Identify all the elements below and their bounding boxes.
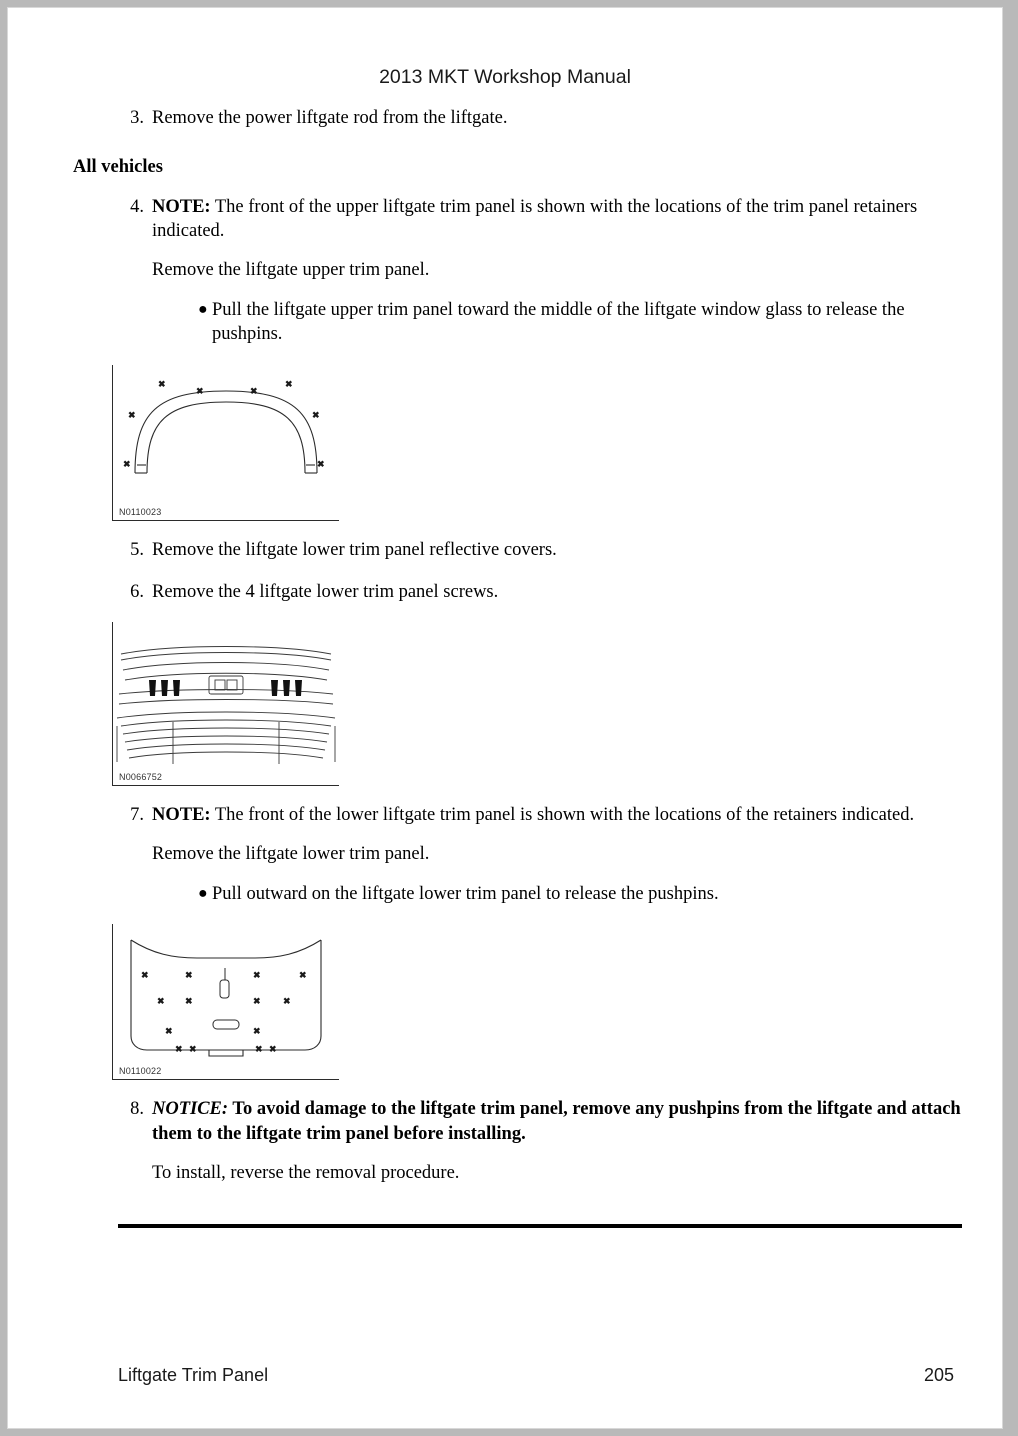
step-5 (118, 538, 962, 563)
svg-text:✖: ✖ (185, 970, 193, 981)
svg-text:✖: ✖ (312, 409, 320, 420)
figure-upper-trim-panel-caption: N0110023 (119, 506, 162, 517)
step-8-instruction: To install, reverse the removal procedure. (152, 1162, 460, 1183)
svg-text:✖: ✖ (269, 1044, 277, 1055)
step-4-number: 4. (130, 196, 144, 217)
step-7-note-body: The front of the lower liftgate trim panel is shown with the locations of the retainers indicated. (210, 805, 915, 826)
svg-text:✖: ✖ (253, 1026, 261, 1037)
step-7-number: 7. (130, 805, 144, 826)
svg-text:✖: ✖ (196, 385, 204, 396)
svg-text:✖: ✖ (255, 1044, 263, 1055)
section-heading-all-vehicles: All vehicles (73, 156, 163, 177)
figure-lower-trim-panel-image (113, 924, 339, 1064)
svg-text:✖: ✖ (285, 378, 293, 389)
footer-section-title: Liftgate Trim Panel (118, 1365, 269, 1385)
svg-text:✖: ✖ (185, 996, 193, 1007)
step-7-bullet (198, 882, 962, 907)
step-7-instruction: Remove the liftgate lower trim panel. (152, 843, 430, 864)
step-7-note-label: NOTE: (152, 805, 211, 826)
svg-text:✖: ✖ (317, 458, 325, 469)
step-8-number: 8. (130, 1099, 144, 1120)
svg-text:✖: ✖ (283, 996, 291, 1007)
svg-text:✖: ✖ (128, 409, 136, 420)
svg-text:✖: ✖ (189, 1044, 197, 1055)
document-page (8, 8, 1002, 1428)
svg-text:✖: ✖ (253, 996, 261, 1007)
svg-text:✖: ✖ (158, 378, 166, 389)
step-4 (118, 195, 962, 244)
step-5-text: Remove the liftgate lower trim panel reflective covers. (152, 539, 557, 560)
figure-lower-trim-panel-caption: N0110022 (119, 1066, 162, 1077)
step-5-number: 5. (130, 539, 144, 560)
svg-text:✖: ✖ (250, 385, 258, 396)
page-footer (118, 1365, 954, 1386)
document-content (73, 106, 962, 1228)
footer-page-number: 205 (923, 1365, 954, 1385)
figure-lower-trim-panel (112, 924, 339, 1080)
svg-text:✖: ✖ (157, 996, 165, 1007)
svg-text:✖: ✖ (123, 458, 131, 469)
step-4-instruction: Remove the liftgate upper trim panel. (152, 259, 430, 280)
step-8-text (152, 1097, 962, 1146)
step-4-text (152, 195, 962, 244)
step-4-note-label: NOTE: (152, 196, 211, 217)
svg-text:✖: ✖ (141, 970, 149, 981)
figure-upper-trim-panel-image (113, 365, 339, 505)
svg-text:✖: ✖ (253, 970, 261, 981)
bullet-dot-icon: ● (198, 300, 208, 318)
figure-lower-trim-screws-caption: N0066752 (119, 772, 163, 783)
svg-text:✖: ✖ (175, 1044, 183, 1055)
step-7-text (152, 803, 962, 828)
figure-lower-trim-screws-image (113, 622, 339, 770)
svg-text:✖: ✖ (165, 1026, 173, 1037)
step-8-notice-label: NOTICE: (152, 1099, 229, 1120)
page-header-title: 2013 MKT Workshop Manual (379, 66, 631, 88)
step-6 (118, 580, 962, 605)
footer-divider (118, 1224, 962, 1228)
step-3-text: Remove the power liftgate rod from the liftgate. (152, 108, 508, 128)
step-8-notice-body: To avoid damage to the liftgate trim panel, remove any pushpins from the liftgate and attach them to the liftgate trim panel before installing. (152, 1099, 961, 1144)
step-4-note-body: The front of the upper liftgate trim panel is shown with the locations of the trim panel retainers indicated. (152, 196, 918, 242)
step-6-text: Remove the 4 liftgate lower trim panel screws. (152, 581, 499, 602)
step-3 (118, 106, 962, 131)
step-6-number: 6. (130, 581, 144, 602)
svg-text:✖: ✖ (299, 970, 307, 981)
step-7-bullet-text: Pull outward on the liftgate lower trim panel to release the pushpins. (212, 883, 719, 904)
step-7 (118, 803, 962, 828)
figure-upper-trim-panel (112, 365, 339, 521)
step-3-number: 3. (130, 108, 144, 128)
bullet-dot-icon-2: ● (198, 884, 208, 902)
figure-lower-trim-screws (112, 622, 339, 786)
step-4-bullet (198, 298, 962, 347)
step-8 (118, 1097, 962, 1146)
step-4-bullet-text: Pull the liftgate upper trim panel toward the middle of the liftgate window glass to release the pushpins. (212, 299, 905, 345)
